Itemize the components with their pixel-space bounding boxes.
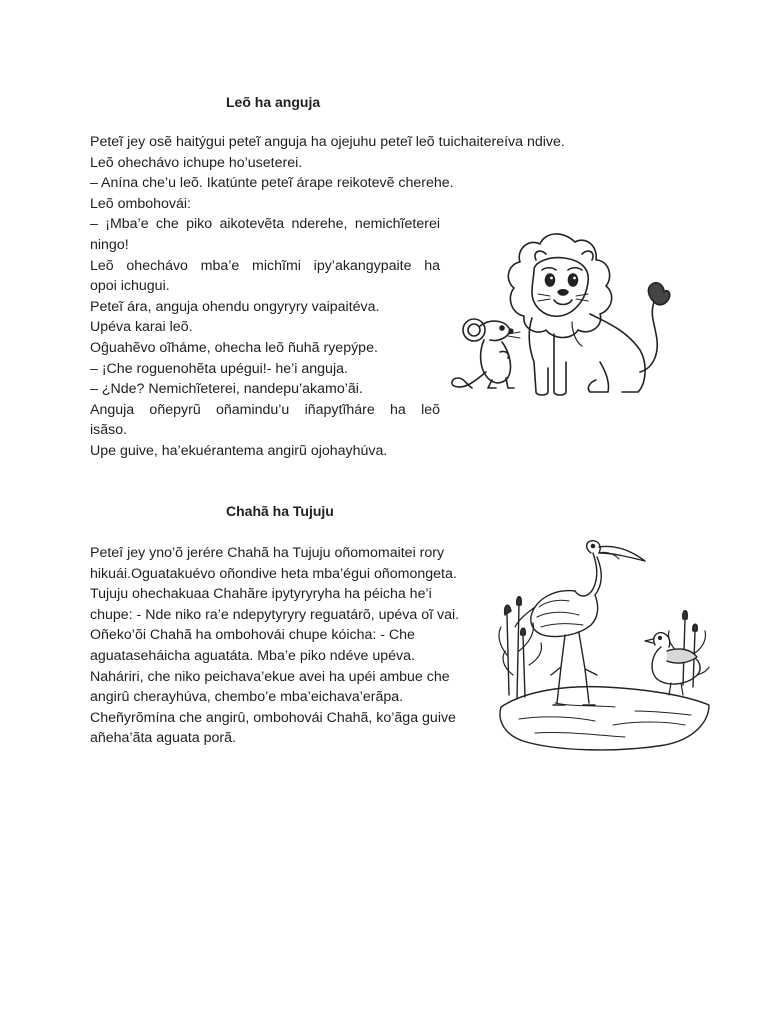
mouse-icon [452,319,520,388]
story2-line: hikuái.Oguatakuévo oñondive heta mba’égui oñomongeta. [90,565,457,582]
story2-line: Tujuju ohechakuaa Chahãre ipytyryryha ha péicha he’i [90,586,432,603]
story1-line: Peteĩ jey osẽ haitýgui peteĩ anguja ha ojejuhu peteĩ leõ tuichaitereíva ndive. [90,134,565,150]
story2-line: Naháriri, che niko peichava’ekue avei ha upéi ambue che [90,668,450,685]
story1-line: – ¡Che roguenohẽta upégui!- he’i anguja. [90,360,348,377]
story2-line: añeha’ãta aguata porã. [90,730,236,747]
story1-line: Leõ ohechávo mba’e michĩmi ipy’akangypaite ha [90,257,440,274]
story2-line: Oñeko’õi Chahã ha ombohovái chupe kóicha: - Che [90,627,415,644]
story2-line: angirû cherayhúva, chembo’e mba’eichava’erãpa. [90,689,404,706]
story1-line: isãso. [90,422,128,439]
story1-line: Anguja oñepyrũ oñamindu’u iñapytĩháre ha leõ [90,401,440,418]
lion-and-mouse-illustration [450,222,680,400]
story1-line: opoi ichugui. [90,278,170,295]
heron-and-bird-illustration [495,535,713,753]
story1-line: Leõ ombohovái: [90,195,191,212]
story2-line: Cheñyrõmína che angirû, ombohovái Chahã, ko’ãga guive [90,709,456,726]
story1-line: – ¡Mba’e che piko aikotevẽta nderehe, nemichĩeterei [90,216,440,233]
story2-title: Chahã ha Tujuju [226,503,334,519]
story1-line: Leõ ohechávo ichupe ho’useterei. [90,154,303,171]
story1-line: – ¿Nde? Nemichĩeterei, nandepu’akamo’ãi. [90,381,363,398]
story1-title: Leõ ha anguja [226,94,321,110]
story1-line: – Anína che’u leõ. Ikatúnte peteĩ árape reikotevẽ cherehe. [90,175,454,192]
story1-line: Peteĩ ára, anguja ohendu ongyryry vaipaitéva. [90,298,380,315]
story2-line: chupe: - Nde niko ra’e ndepytyryry reguatárõ, upéva oĩ vai. [90,606,460,623]
heron-icon [515,541,645,705]
story1-line: Upéva karai leõ. [90,319,193,336]
pond-icon [500,687,709,750]
story1-line: ningo! [90,237,129,253]
story1-line: Oĝuahẽvo oĩháme, ohecha leõ ñuhã ryepýpe. [90,340,378,356]
story2-line: aguataseháicha aguatáta. Mba’e piko ndéve upéva. [90,648,415,664]
story1-line: Upe guive, ha’ekuérantema angirũ ojohayhúva. [90,443,388,459]
story2-line: Peteî jey yno’õ jerére Chahã ha Tujuju oñomomaitei rory [90,545,445,561]
lion-icon [508,234,669,395]
small-bird-icon [645,633,709,695]
